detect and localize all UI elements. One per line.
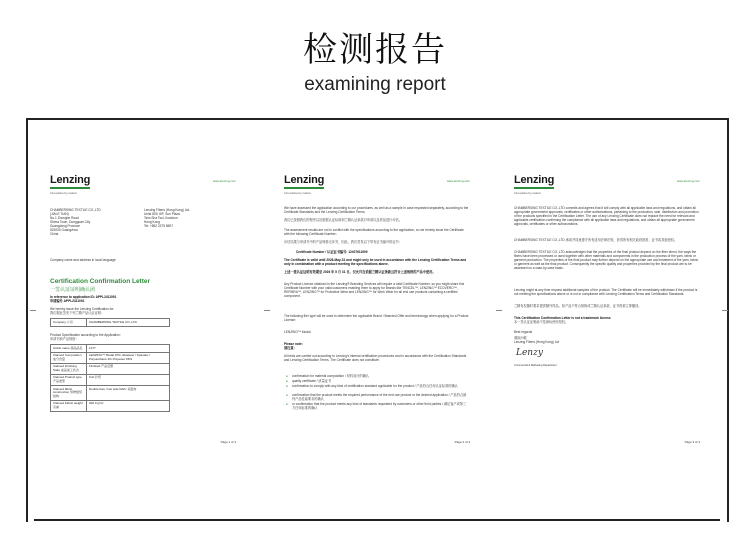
validity-statement: The Certificate is valid until 2026-May-31 and might only be used in accordance with the Lenzing Certification Terms and only in combination with a product meeting the specifications above.	[284, 258, 467, 266]
report-title-cn: 检测报告	[303, 30, 447, 70]
assessment-paragraph-cn: 我们已按照我们的程序以及根据认证标准和兰精认证条款对申请以及样品进行评估。	[284, 218, 402, 222]
table-value: LENZING™ Modal 97%, Elastane / Spandex / Polyurethane 3% Polyester 66%	[87, 352, 170, 363]
list-item: ● confirmation to comply with any kind of certification standard applicable for the product / 产品符合任何认证标准的确认	[292, 384, 468, 388]
result-paragraph: The assessment results are not in conflict with the specifications according to the application, so we hereby issue the Certificate with the following Certificate Number:	[284, 228, 464, 236]
list-item: ● confirmation for material composition / 材料成分的确认	[292, 374, 468, 378]
note-title-cn: 请注意：	[284, 346, 297, 350]
product-name: LENZING™ Modal	[284, 330, 311, 334]
trademark-disclaimer-cn: 本一签认证证明函不是商标使用授权。	[514, 320, 569, 324]
page-separator	[264, 310, 270, 311]
table-value: 200.0 g/m²	[87, 400, 170, 411]
company-local-name: Company name and address in local language	[50, 258, 116, 262]
table-label: Claimed Composition 成分含量	[51, 352, 87, 363]
page-separator	[496, 310, 502, 311]
table-value: 1377	[87, 345, 170, 353]
table-value: Double face / two side fabric 双面布	[87, 386, 170, 401]
page-separator	[30, 310, 36, 311]
page-number: Page 3 of 3	[684, 440, 700, 444]
logo-tagline: Innovative by nature	[514, 191, 542, 195]
filer-type-paragraph: The following filer type will be used to determine the applicable Brand / Branded Offer and terminology when applying for a Product License:	[284, 314, 469, 322]
table-row	[51, 400, 170, 411]
list-item: ● quality certificate / 质量证书	[292, 379, 468, 383]
frame-top-rule	[26, 118, 729, 120]
properties-paragraph: CHAMBERSING TEXTILE CO.,LTD acknowledges that the properties of the final product depend on the fiber blend, the ways the fibers have been processed or used together with other materials and components in the production process of the yarn, fabric or garment production. The properties of the final product may further depend on the appropriate use and treatment of the yarn, fabric or garment as well as the final product. Consequently the specific quality and properties provided by the final product are to be assessed on a case-by-case basis.	[514, 250, 699, 270]
product-spec-table	[50, 344, 170, 412]
page-separator	[722, 310, 728, 311]
website-link[interactable]: www.lenzing.com	[212, 179, 236, 183]
table-label: Claimed Product type 产品类型	[51, 374, 87, 385]
table-value: Knit 针织	[87, 374, 170, 385]
logo-tagline: Innovative by nature	[50, 191, 78, 195]
list-item: ● or confirmation that the product meets any kind of standards requested by customers or other third parties / 满足客户或第三方任何标准的确认	[292, 402, 468, 410]
lenzing-logo: Lenzing	[50, 174, 90, 189]
validity-statement-cn: 上述一签认证证明有效期至 2026 年 5 月 31 日。仅允许在依据兰精认证条款且符合上述规格的产品中使用。	[284, 270, 436, 274]
report-header	[0, 0, 750, 112]
application-reference: In reference to application ID: APPL2411091	[50, 295, 117, 299]
page-number: Page 2 of 3	[454, 440, 470, 444]
withdrawal-paragraph-cn: 兰精有权随时要求提供额外样品。如产品不符合规格或兰精认证条款，证书将被立即撤回。	[514, 304, 642, 308]
table-label: Article name 商品品名	[51, 345, 87, 353]
table-row	[51, 319, 170, 327]
company-table	[50, 318, 170, 327]
signer-company: Lenzing Fibers (Hong Kong) Ltd	[514, 340, 560, 344]
table-row	[51, 352, 170, 363]
report-page-2	[282, 170, 474, 448]
page-number: Page 1 of 3	[220, 440, 236, 444]
table-label: Claimed Fabric weight 克重	[51, 400, 87, 411]
sender-address: Lenzing Fibers (Hong Kong) Ltd. Units 809, 8/F, Sun Plaza Tsim Sha Tsui, Kowloon Hong Kong Tel: +852 2375 8697	[144, 208, 191, 228]
certificate-number: Certificate Number / 认证证书编号: 12407611909	[296, 250, 368, 254]
list-item: ● confirmation that the product meets the required performance of the end use product or the desired application / 产品符合最终产品性能要求的确认	[292, 393, 468, 401]
compliance-paragraph-cn: CHAMBERSING TEXTILE CO.,LTD 承诺并同意遵守所有适用法律法规，获得所有相关政府批准、证书或其他授权。	[514, 238, 678, 242]
lenzing-logo: Lenzing	[514, 174, 554, 189]
certificate-title-cn: 一签认证证明确认函	[50, 287, 96, 293]
note-text: All tests are carried out according to Lenzing's internal certification procedures and in accordance with the Certification Standards and Lenzing Certification Terms. The Certificate does not constitute:	[284, 354, 467, 362]
logo-tagline: Innovative by nature	[284, 191, 312, 195]
compliance-paragraph: CHAMBERSING TEXTILE CO.,LTD commits and agrees that it will comply with all applicable laws and regulations, and obtain all appropriate government approvals, certificates or other authorizations, pertaining to the production, sale, distribution and promotion of the products specified in the Certification Letter. The use of any Lenzing Certificate does not replace the need for relevant and applicable certification confirming the compliance with all applicable laws and regulations, and obtain all appropriate government approvals, certificates or other authorizations.	[514, 206, 699, 226]
recipient-address: CHAMBERSING TEXTILE CO.,LTD (JIALE TIAN) No.1 Zhonghe Road Shima Town, Dongguan City Guangdong Province 523000 Guangzhou China	[50, 208, 101, 236]
table-row	[51, 345, 170, 353]
signer-title: Commercial & Marketing Department	[514, 364, 557, 367]
report-title-en: examining report	[304, 74, 446, 95]
result-paragraph-cn: 评估结果与申请书中的产品规格无冲突，因此，我们签发以下带有证书编号的证书：	[284, 240, 402, 244]
issue-statement-cn: 我们据此签发下列兰精产品认证证明：	[50, 311, 105, 315]
assessment-paragraph: We have assessed the application according to our procedures, as well as a sample in case requested separately, according to the Certificate Standards and the Lenzing Certification Terms.	[284, 206, 469, 214]
lenzing-logo: Lenzing	[284, 174, 324, 189]
spec-heading-cn: 申请书商产品规格：	[50, 337, 79, 341]
withdrawal-paragraph: Lenzing might at any time request additional samples of the product. The Certificate will be immediately withdrawn if the product is not meeting the specifications above or is not in compliance with Lenzing Certification Terms and Certification Standards.	[514, 288, 698, 296]
table-label: Claimed Finishing State 成品加工状态	[51, 363, 87, 374]
report-page-3	[512, 170, 704, 448]
issue-statement: We hereby issue the Lenzing Certification for:	[50, 307, 115, 311]
table-value: Finished 产品后整	[87, 363, 170, 374]
table-value: CHAMBERSING TEXTILE CO.,LTD	[87, 319, 170, 327]
report-page-1	[48, 170, 240, 448]
trademark-disclaimer: This Certification Confirmation Letter is not a trademark license.	[514, 316, 612, 320]
closing-regards: Best regards	[514, 330, 533, 334]
closing-regards-cn: 谨致问候	[514, 336, 527, 340]
note-title: Please note:	[284, 342, 303, 346]
certificate-title: Certification Confirmation Letter	[50, 278, 151, 285]
licence-paragraph: Any Product Licence obtained in the Lenzing® Branding Services will require a valid Certificate Number, so you might share this Certificate Number with your valid customers enabling them to apply for Brands like TENCEL™, LENZING™ ECOVERO™, REFIBRA™, LENZING™ for Protective Wear and LENZING™ for Work Wear for all end use products containing a certified component.	[284, 282, 465, 298]
signature: Lenzy	[516, 348, 543, 358]
table-label: Claimed fabric construction 织物组织结构	[51, 386, 87, 401]
frame-bottom-rule	[34, 519, 720, 521]
website-link[interactable]: www.lenzing.com	[446, 179, 470, 183]
table-label: Company 公司	[51, 319, 87, 327]
table-row	[51, 386, 170, 401]
spec-heading: Product Specification according to the Application:	[50, 333, 121, 337]
table-row	[51, 374, 170, 385]
website-link[interactable]: www.lenzing.com	[676, 179, 700, 183]
table-row	[51, 363, 170, 374]
application-reference-cn: 申请编号 APPL2411091	[50, 299, 85, 303]
